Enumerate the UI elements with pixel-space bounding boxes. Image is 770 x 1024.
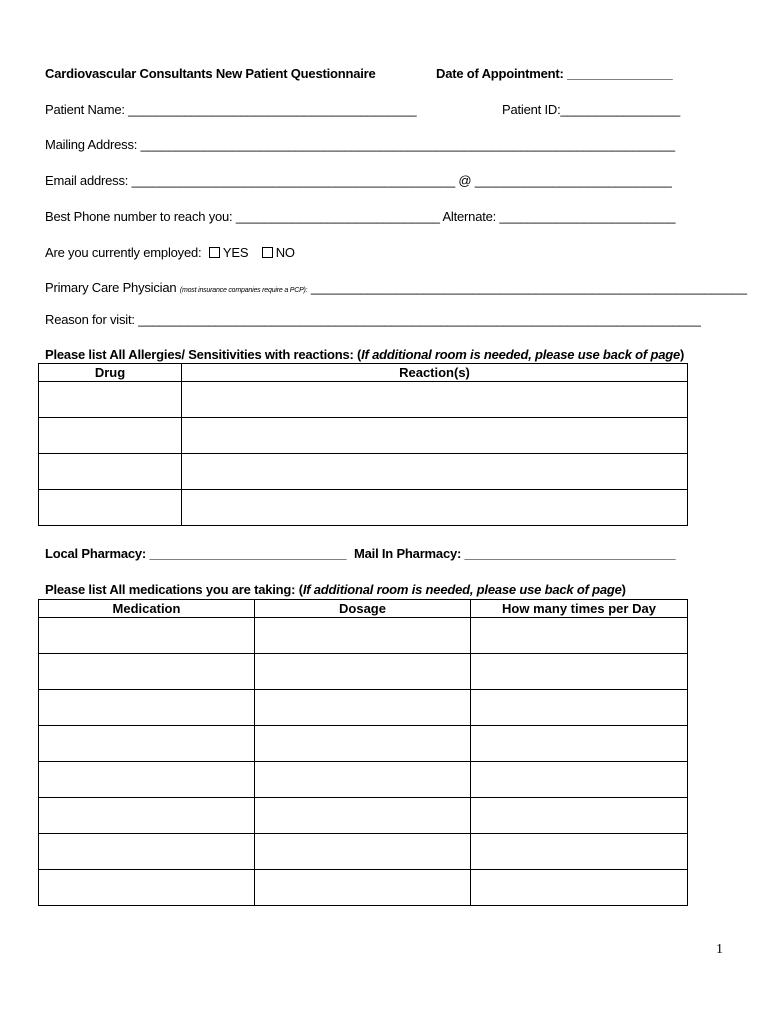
frequency-cell[interactable] (471, 690, 688, 726)
medications-prompt (45, 582, 626, 597)
medication-header: Medication (39, 600, 255, 618)
allergies-prompt (45, 347, 684, 362)
employment-question (45, 245, 295, 260)
reason-for-visit-field[interactable]: Reason for visit: ________________________________________________________________________________ (45, 312, 701, 327)
medication-cell[interactable] (39, 798, 255, 834)
drug-header: Drug (39, 364, 182, 382)
frequency-cell[interactable] (471, 870, 688, 906)
local-pharmacy-field[interactable]: Local Pharmacy: ____________________________ (45, 546, 347, 561)
pcp-field[interactable] (45, 280, 747, 295)
dosage-cell[interactable] (255, 654, 471, 690)
pcp-line: ______________________________________________________________ (310, 280, 747, 295)
page-number: 1 (716, 942, 723, 957)
employment-label: Are you currently employed: (45, 245, 202, 260)
reaction-header: Reaction(s) (182, 364, 688, 382)
patient-id-field[interactable]: Patient ID:_________________ (502, 102, 681, 117)
form-title: Cardiovascular Consultants New Patient Questionnaire (45, 66, 376, 81)
dosage-cell[interactable] (255, 690, 471, 726)
medications-note: If additional room is needed, please use back of page (302, 582, 622, 597)
frequency-cell[interactable] (471, 654, 688, 690)
medication-cell[interactable] (39, 870, 255, 906)
reaction-cell[interactable] (182, 454, 688, 490)
dosage-cell[interactable] (255, 834, 471, 870)
medications-close: ) (621, 582, 626, 597)
dosage-cell[interactable] (255, 870, 471, 906)
yes-checkbox[interactable] (209, 247, 220, 258)
pcp-note: (most insurance companies require a PCP): (179, 287, 308, 294)
medication-cell[interactable] (39, 762, 255, 798)
date-of-appointment-field[interactable]: Date of Appointment: _______________ (436, 66, 673, 81)
medications-table (38, 599, 688, 906)
email-field[interactable]: Email address: ______________________________________________ @ ____________________________ (45, 173, 672, 188)
dosage-cell[interactable] (255, 726, 471, 762)
pcp-label: Primary Care Physician (45, 280, 177, 295)
dosage-cell[interactable] (255, 762, 471, 798)
phone-field[interactable]: Best Phone number to reach you: _____________________________ Alternate: _________________________ (45, 209, 676, 224)
allergies-table (38, 363, 688, 526)
no-checkbox[interactable] (262, 247, 273, 258)
frequency-cell[interactable] (471, 762, 688, 798)
reaction-cell[interactable] (182, 418, 688, 454)
drug-cell[interactable] (39, 382, 182, 418)
frequency-cell[interactable] (471, 834, 688, 870)
frequency-header: How many times per Day (471, 600, 688, 618)
frequency-cell[interactable] (471, 726, 688, 762)
drug-cell[interactable] (39, 454, 182, 490)
mailing-address-field[interactable]: Mailing Address: ____________________________________________________________________________ (45, 137, 675, 152)
medication-cell[interactable] (39, 690, 255, 726)
mail-pharmacy-field[interactable]: Mail In Pharmacy: ______________________________ (354, 546, 676, 561)
medication-cell[interactable] (39, 726, 255, 762)
drug-cell[interactable] (39, 418, 182, 454)
reaction-cell[interactable] (182, 382, 688, 418)
allergies-note: If additional room is needed, please use back of page (361, 347, 680, 362)
yes-label: YES (222, 245, 249, 260)
dosage-header: Dosage (255, 600, 471, 618)
no-label: NO (275, 245, 295, 260)
dosage-cell[interactable] (255, 798, 471, 834)
reaction-cell[interactable] (182, 490, 688, 526)
frequency-cell[interactable] (471, 798, 688, 834)
allergies-prompt-text: Please list All Allergies/ Sensitivities with reactions: ( (45, 347, 362, 362)
dosage-cell[interactable] (255, 618, 471, 654)
frequency-cell[interactable] (471, 618, 688, 654)
medication-cell[interactable] (39, 834, 255, 870)
medication-cell[interactable] (39, 618, 255, 654)
allergies-close: ) (680, 347, 685, 362)
patient-name-field[interactable]: Patient Name: _________________________________________ (45, 102, 417, 117)
drug-cell[interactable] (39, 490, 182, 526)
medication-cell[interactable] (39, 654, 255, 690)
medications-prompt-text: Please list All medications you are taking: ( (45, 582, 303, 597)
